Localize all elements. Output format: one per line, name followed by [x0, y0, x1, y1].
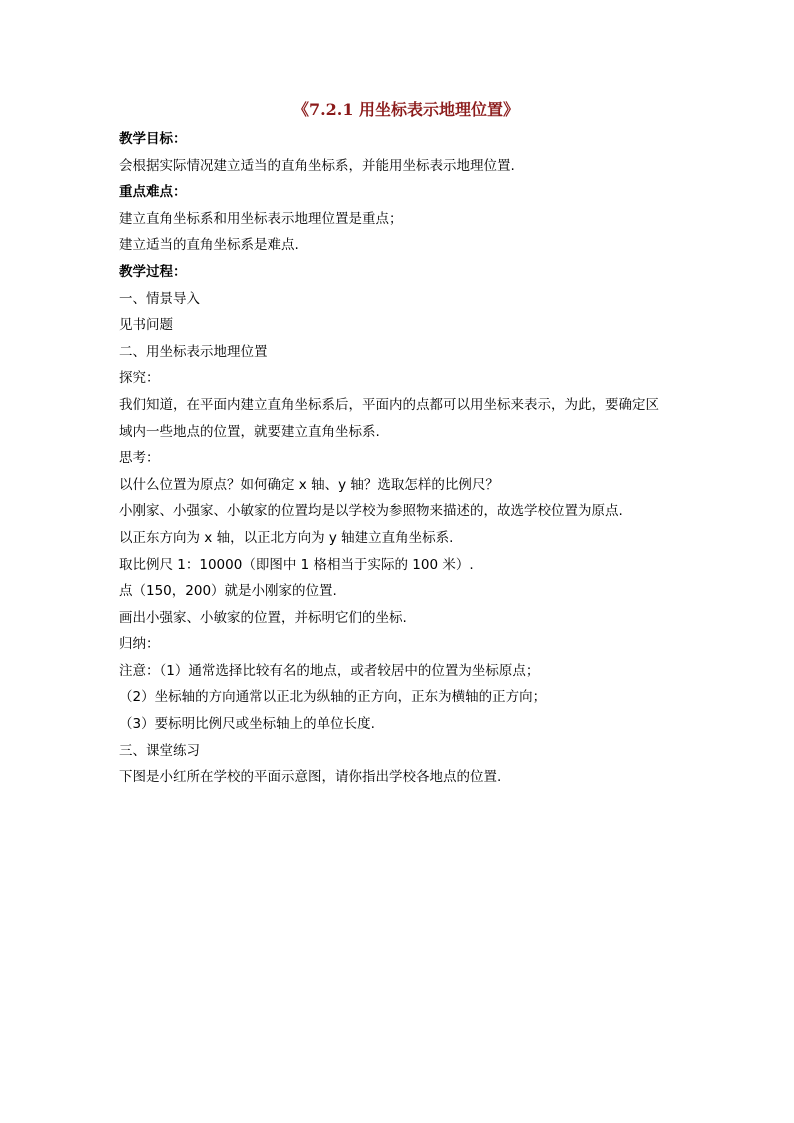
text-line: 三、课堂练习: [119, 742, 200, 759]
text-line: 一、情景导入: [119, 290, 200, 307]
document-lines: [119, 126, 679, 791]
document-title: 《7.2.1 用坐标表示地理位置》: [292, 100, 520, 119]
text-line: 建立直角坐标系和用坐标表示地理位置是重点；: [119, 210, 403, 227]
section-heading: 教学过程：: [119, 263, 187, 280]
text-line: 注意：（1）通常选择比较有名的地点，或者较居中的位置为坐标原点；: [119, 662, 540, 679]
document-body: [119, 94, 679, 791]
text-line: 探究：: [119, 370, 160, 387]
text-line: 取比例尺 1：10000（即图中 1 格相当于实际的 100 米）.: [119, 556, 474, 573]
section-heading: 重点难点：: [119, 184, 187, 201]
text-line: 小刚家、小强家、小敏家的位置均是以学校为参照物来描述的，故选学校位置为原点.: [119, 503, 623, 520]
text-line: （2）坐标轴的方向通常以正北为纵轴的正方向，正东为横轴的正方向；: [119, 689, 547, 706]
section-heading: 教学目标：: [119, 131, 187, 147]
text-line: 以正东方向为 x 轴，以正北方向为 y 轴建立直角坐标系.: [119, 529, 454, 546]
text-line: （3）要标明比例尺或坐标轴上的单位长度.: [119, 716, 375, 733]
text-line: 会根据实际情况建立适当的直角坐标系，并能用坐标表示地理位置.: [119, 157, 515, 174]
text-line: 二、用坐标表示地理位置: [119, 343, 268, 360]
text-line: 域内一些地点的位置，就要建立直角坐标系.: [119, 423, 380, 440]
text-line: 点（150，200）就是小刚家的位置.: [119, 583, 337, 600]
text-line: 下图是小红所在学校的平面示意图，请你指出学校各地点的位置.: [119, 769, 502, 786]
text-line: 建立适当的直角坐标系是难点.: [119, 237, 299, 254]
text-line: 思考：: [119, 450, 160, 467]
text-line: 我们知道，在平面内建立直角坐标系后，平面内的点都可以用坐标来表示，为此，要确定区: [119, 396, 659, 413]
text-line: 以什么位置为原点？如何确定 x 轴、y 轴？选取怎样的比例尺？: [119, 476, 499, 493]
text-line: 归纳：: [119, 636, 160, 653]
text-line: 见书问题: [119, 317, 173, 334]
text-line: 画出小强家、小敏家的位置，并标明它们的坐标.: [119, 609, 407, 626]
